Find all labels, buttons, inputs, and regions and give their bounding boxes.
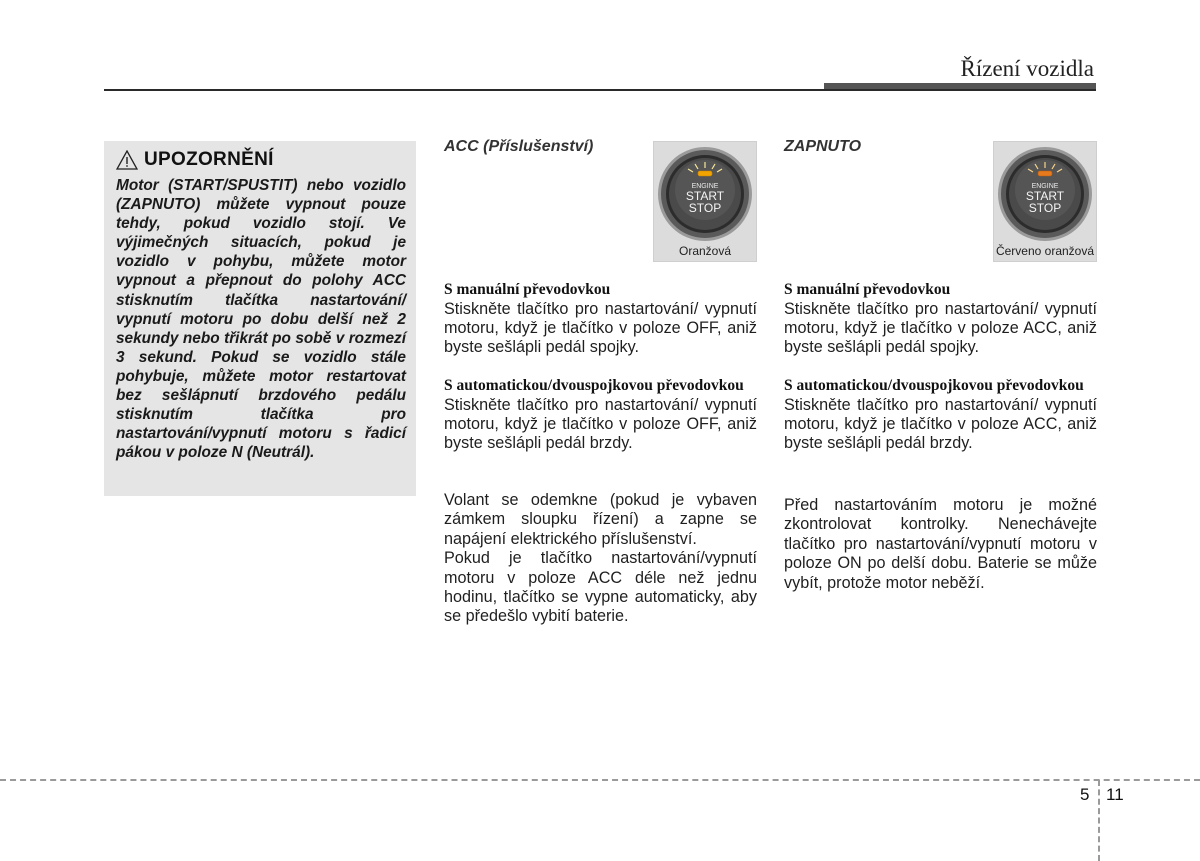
footer-rule bbox=[0, 779, 1200, 781]
note-section-on bbox=[784, 496, 1097, 593]
auto-text-acc: Stiskněte tlačítko pro nastartování/ vypnutí motoru, když je tlačítko v poloze OFF, aniž byste sešlápli pedál brzdy. bbox=[444, 395, 757, 453]
warning-header bbox=[116, 149, 406, 171]
engine-button-image-acc bbox=[653, 141, 757, 262]
auto-heading-on: S automatickou/dvouspojkovou převodovkou bbox=[784, 377, 1084, 394]
header-rule bbox=[104, 89, 1096, 91]
manual-text-on: Stiskněte tlačítko pro nastartování/ vypnutí motoru, když je tlačítko v poloze ACC, aniž byste sešlápli pedál spojky. bbox=[784, 299, 1097, 357]
button-label-stop: STOP bbox=[1028, 201, 1062, 215]
warning-triangle-icon bbox=[116, 150, 138, 170]
button-label-start: START bbox=[685, 189, 725, 203]
mode-title-on: ZAPNUTO bbox=[784, 138, 862, 155]
button-caption-acc: Oranžová bbox=[678, 244, 732, 258]
button-label-start: START bbox=[1025, 189, 1065, 203]
button-caption-on: Červeno oranžová bbox=[995, 244, 1095, 258]
note-acc-2: Pokud je tlačítko nastartování/vypnutí motoru v poloze ACC déle než jednu hodinu, tlačítko se vypne automaticky, aby se předešlo vybití baterie. bbox=[444, 549, 757, 626]
manual-heading-on: S manuální převodovkou bbox=[784, 281, 951, 298]
button-label-stop: STOP bbox=[688, 201, 722, 215]
warning-box bbox=[104, 141, 416, 496]
warning-text: Motor (START/SPUSTIT) nebo vozidlo (ZAPNUTO) můžete vypnout pouze tehdy, pokud vozidlo stojí. Ve výjimečných situacích, pokud je vozidlo v pohybu, můžete motor vypnout a přepnout do polohy ACC stisknutím tlačítka nastartování/ vypnutí motoru po dobu delší než 2 sekundy nebo třikrát po sobě v rozmezí 3 sekund. Pokud se vozidlo stále pohybuje, můžete motor restartovat bez sešlápnutí brzdového pedálu stisknutím tlačítka pro nastartování/vypnutí motoru s řadicí pákou v poloze N (Neutrál). bbox=[116, 177, 406, 462]
warning-title: UPOZORNĚNÍ bbox=[144, 149, 274, 170]
indicator-lamp bbox=[698, 171, 712, 176]
button-label-engine: ENGINE bbox=[1031, 183, 1059, 190]
manual-text-acc: Stiskněte tlačítko pro nastartování/ vypnutí motoru, když je tlačítko v poloze OFF, aniž byste sešlápli pedál spojky. bbox=[444, 299, 757, 357]
manual-section-acc bbox=[444, 280, 757, 358]
page-number: 11 bbox=[1106, 785, 1124, 804]
auto-text-on: Stiskněte tlačítko pro nastartování/ vypnutí motoru, když je tlačítko v poloze ACC, aniž byste sešlápli pedál brzdy. bbox=[784, 395, 1097, 453]
auto-heading-acc: S automatickou/dvouspojkovou převodovkou bbox=[444, 377, 744, 394]
manual-section-on bbox=[784, 280, 1097, 358]
button-label-engine: ENGINE bbox=[691, 183, 719, 190]
manual-heading-acc: S manuální převodovkou bbox=[444, 281, 611, 298]
chapter-number: 5 bbox=[1080, 785, 1090, 804]
engine-button-image-on bbox=[993, 141, 1097, 262]
note-acc-1: Volant se odemkne (pokud je vybaven zámkem sloupku řízení) a zapne se napájení elektrického příslušenství. bbox=[444, 491, 757, 548]
indicator-lamp bbox=[1038, 171, 1052, 176]
auto-section-acc bbox=[444, 376, 757, 454]
page-number-divider bbox=[1098, 780, 1100, 861]
mode-title-acc: ACC (Příslušenství) bbox=[444, 138, 594, 155]
note-section-acc bbox=[444, 491, 757, 627]
page-header-title: Řízení vozidla bbox=[960, 56, 1094, 81]
engine-start-stop-button-icon bbox=[995, 144, 1095, 244]
engine-start-stop-button-icon bbox=[655, 144, 755, 244]
note-on-1: Před nastartováním motoru je možné zkontrolovat kontrolky. Nenechávejte tlačítko pro nastartování/vypnutí motoru v poloze ON po delší dobu. Baterie se může vybít, protože motor neběží. bbox=[784, 496, 1097, 592]
auto-section-on bbox=[784, 376, 1097, 454]
